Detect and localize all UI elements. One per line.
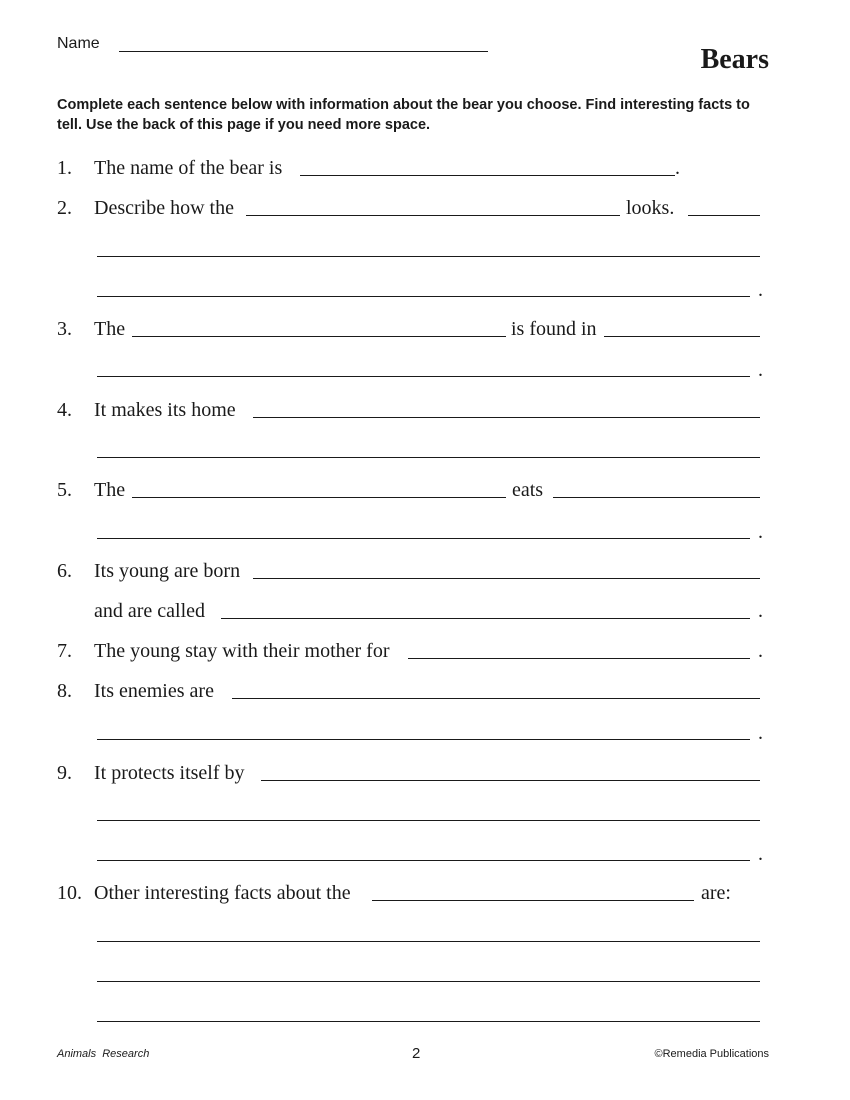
answer-line[interactable] [372, 900, 694, 901]
item-number: 9. [57, 762, 72, 784]
answer-line[interactable] [97, 1021, 760, 1022]
answer-line[interactable] [97, 820, 760, 821]
footer-copyright: ©Remedia Publications [654, 1048, 769, 1060]
item-1-period: . [675, 157, 680, 179]
item-number: 10. [57, 882, 82, 904]
item-1-text: The name of the bear is [94, 157, 283, 179]
item-2-text: Describe how the [94, 197, 234, 219]
sentence-period: . [758, 843, 763, 865]
sentence-period: . [758, 521, 763, 543]
item-8-text: Its enemies are [94, 680, 214, 702]
item-5-text: The [94, 479, 126, 501]
item-number: 7. [57, 640, 72, 662]
footer-series: Animals Research [57, 1048, 150, 1060]
answer-line[interactable] [97, 739, 750, 740]
answer-line[interactable] [221, 618, 750, 619]
item-10-text-end: are: [701, 882, 731, 904]
answer-line[interactable] [246, 215, 620, 216]
page-number: 2 [412, 1045, 421, 1062]
sentence-period: . [758, 640, 763, 662]
item-9-text: It protects itself by [94, 762, 245, 784]
answer-line[interactable] [253, 417, 760, 418]
item-number: 5. [57, 479, 72, 501]
answer-line[interactable] [232, 698, 760, 699]
item-10-text: Other interesting facts about the [94, 882, 351, 904]
item-number: 2. [57, 197, 72, 219]
answer-line[interactable] [97, 256, 760, 257]
name-label: Name [57, 35, 100, 52]
item-2-text-end: looks. [626, 197, 675, 219]
answer-line[interactable] [97, 457, 760, 458]
answer-line[interactable] [604, 336, 760, 337]
sentence-period: . [758, 279, 763, 301]
item-number: 3. [57, 318, 72, 340]
item-3-text: The [94, 318, 126, 340]
answer-line[interactable] [408, 658, 750, 659]
sentence-period: . [758, 722, 763, 744]
item-number: 6. [57, 560, 72, 582]
item-3-text-end: is found in [511, 318, 597, 340]
item-number: 8. [57, 680, 72, 702]
item-number: 1. [57, 157, 72, 179]
answer-line[interactable] [553, 497, 760, 498]
sentence-period: . [758, 359, 763, 381]
item-7-text: The young stay with their mother for [94, 640, 390, 662]
answer-line[interactable] [132, 336, 506, 337]
page-title: Bears [700, 44, 769, 75]
answer-line[interactable] [97, 376, 750, 377]
name-field-line[interactable] [119, 51, 488, 52]
item-4-text: It makes its home [94, 399, 236, 421]
item-number: 4. [57, 399, 72, 421]
item-6-text-2: and are called [94, 600, 206, 622]
item-6-text: Its young are born [94, 560, 241, 582]
answer-line[interactable] [97, 860, 750, 861]
answer-line[interactable] [253, 578, 760, 579]
instructions: Complete each sentence below with information about the bear you choose. Find interesting facts to tell. Use the back of this page if you need more space. [57, 97, 750, 133]
answer-line[interactable] [97, 538, 750, 539]
answer-line[interactable] [97, 941, 760, 942]
answer-line[interactable] [97, 296, 750, 297]
answer-line[interactable] [132, 497, 506, 498]
answer-line[interactable] [261, 780, 760, 781]
sentence-period: . [758, 600, 763, 622]
answer-line[interactable] [688, 215, 760, 216]
answer-line[interactable] [97, 981, 760, 982]
answer-line[interactable] [300, 175, 675, 176]
item-5-text-end: eats [512, 479, 544, 501]
